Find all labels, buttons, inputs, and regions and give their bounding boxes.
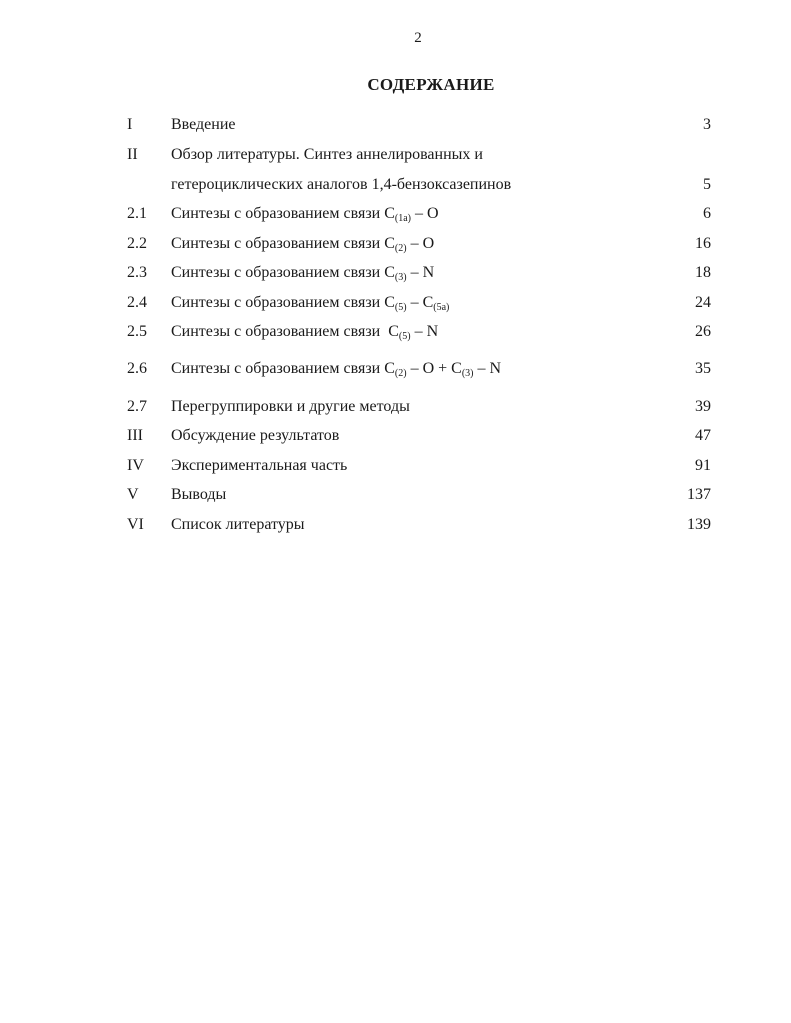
toc-number: 2.5 [127,323,147,340]
toc-title: Выводы [171,486,227,503]
toc-title: Синтезы с образованием связи $C_{(2)} - O + C_{(3)} - N$ [171,360,502,379]
toc-page-number: 91 [695,457,711,474]
toc-title: Перегруппировки и другие методы [171,398,410,415]
toc-entry-review [0,144,791,166]
toc-entry-2-5 [0,321,791,343]
toc-title-continued: гетероциклических аналогов 1,4-бензоксазепинов [171,176,512,193]
toc-entry-experimental [0,455,791,477]
toc-number: VI [127,516,144,533]
toc-entry-discussion [0,425,791,447]
toc-page-number: 18 [695,264,711,281]
toc-number: IV [127,457,144,474]
toc-entry-2-1 [0,203,791,225]
toc-number: 2.1 [127,205,147,222]
toc-number: 2.4 [127,294,147,311]
toc-number: 2.6 [127,360,147,377]
toc-entry-2-4 [0,292,791,314]
toc-entry-2-7 [0,396,791,418]
toc-title: Экспериментальная часть [171,457,348,474]
toc-title: Список литературы [171,516,305,533]
toc-page-number: 26 [695,323,711,340]
toc-entry-2-6 [0,358,791,380]
toc-number: 2.2 [127,235,147,252]
toc-page-number: 39 [695,398,711,415]
page-number: 2 [414,30,422,46]
toc-page-number: 5 [703,176,711,193]
toc-page-number: 3 [703,116,711,133]
toc-entry-conclusions [0,484,791,506]
toc-entry-references [0,514,791,536]
toc-page-number: 24 [695,294,711,311]
toc-entry-review-continued [0,174,791,196]
toc-page-number: 6 [703,205,711,222]
toc-title: Синтезы с образованием связи $C_{(1a)}$ – O [171,205,439,224]
toc-title: Введение [171,116,236,133]
toc-number: V [127,486,139,503]
toc-page-number: 35 [695,360,711,377]
toc-entry-2-3 [0,262,791,284]
page-title: СОДЕРЖАНИЕ [367,75,495,94]
toc-entry-2-2 [0,233,791,255]
toc-title: Обзор литературы. Синтез аннелированных и [171,146,483,163]
toc-entry-introduction [0,114,791,136]
toc-title: Обсуждение результатов [171,427,340,444]
toc-title: Синтезы с образованием связи $C_{(5)} - C_{(5a)}$ [171,294,450,313]
toc-title: Синтезы с образованием связи $C_{(5)}$ – N [171,323,439,342]
toc-number: III [127,427,143,444]
toc-number: 2.3 [127,264,147,281]
toc-number: 2.7 [127,398,147,415]
toc-number: I [127,116,133,133]
toc-page-number: 139 [687,516,711,533]
toc-title: Синтезы с образованием связи $C_{(3)}$ – N [171,264,435,283]
toc-number: II [127,146,138,163]
toc-page-number: 137 [687,486,711,503]
toc-title: Синтезы с образованием связи $C_{(2)}$ – O [171,235,435,254]
toc-page-number: 16 [695,235,711,252]
toc-page-number: 47 [695,427,711,444]
